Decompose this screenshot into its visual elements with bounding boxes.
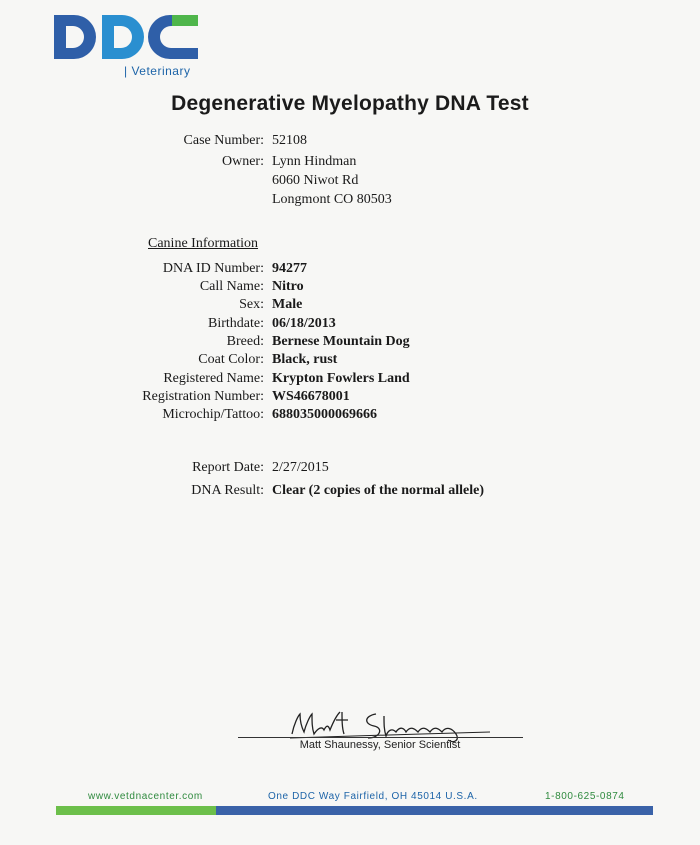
footer-phone: 1-800-625-0874 (545, 791, 625, 802)
field-value: Black, rust (272, 352, 338, 367)
field-value: 94277 (272, 261, 307, 276)
field-label: Birthdate: (208, 316, 264, 331)
report-date-label: Report Date: (192, 460, 264, 475)
field-label: Registered Name: (163, 371, 264, 386)
field-value: WS46678001 (272, 389, 350, 404)
footer-bar-blue (216, 806, 653, 815)
field-label: Coat Color: (198, 352, 264, 367)
field-value: Male (272, 297, 303, 312)
footer-address: One DDC Way Fairfield, OH 45014 U.S.A. (268, 791, 478, 802)
field-value: Krypton Fowlers Land (272, 371, 410, 386)
report-date-value: 2/27/2015 (272, 460, 329, 475)
dna-result-value: Clear (2 copies of the normal allele) (272, 483, 485, 498)
field-label: Registration Number: (142, 389, 264, 404)
field-value: Nitro (272, 279, 304, 294)
footer-bar-green (56, 806, 216, 815)
logo-subtitle: | Veterinary (124, 64, 191, 78)
field-value: Bernese Mountain Dog (272, 334, 410, 349)
field-label: Microchip/Tattoo: (162, 407, 264, 422)
ddc-logo-mark (52, 12, 202, 62)
case-number-value: 52108 (272, 133, 307, 148)
canine-info-heading: Canine Information (148, 236, 259, 251)
field-label: Call Name: (199, 279, 264, 294)
owner-street: 6060 Niwot Rd (272, 173, 359, 188)
owner-label: Owner: (222, 154, 264, 169)
document-title: Degenerative Myelopathy DNA Test (171, 92, 529, 115)
field-label: DNA ID Number: (162, 261, 264, 276)
case-number-label: Case Number: (183, 133, 264, 148)
signature-line (238, 737, 523, 738)
field-label: Sex: (239, 297, 264, 312)
field-value: 06/18/2013 (272, 316, 336, 331)
dna-result-label: DNA Result: (191, 483, 264, 498)
footer-website[interactable]: www.vetdnacenter.com (88, 791, 203, 802)
field-value: 688035000069666 (272, 407, 377, 422)
signer-name: Matt Shaunessy, Senior Scientist (299, 739, 461, 751)
owner-name: Lynn Hindman (272, 154, 357, 169)
field-label: Breed: (226, 334, 264, 349)
owner-city: Longmont CO 80503 (272, 192, 392, 207)
